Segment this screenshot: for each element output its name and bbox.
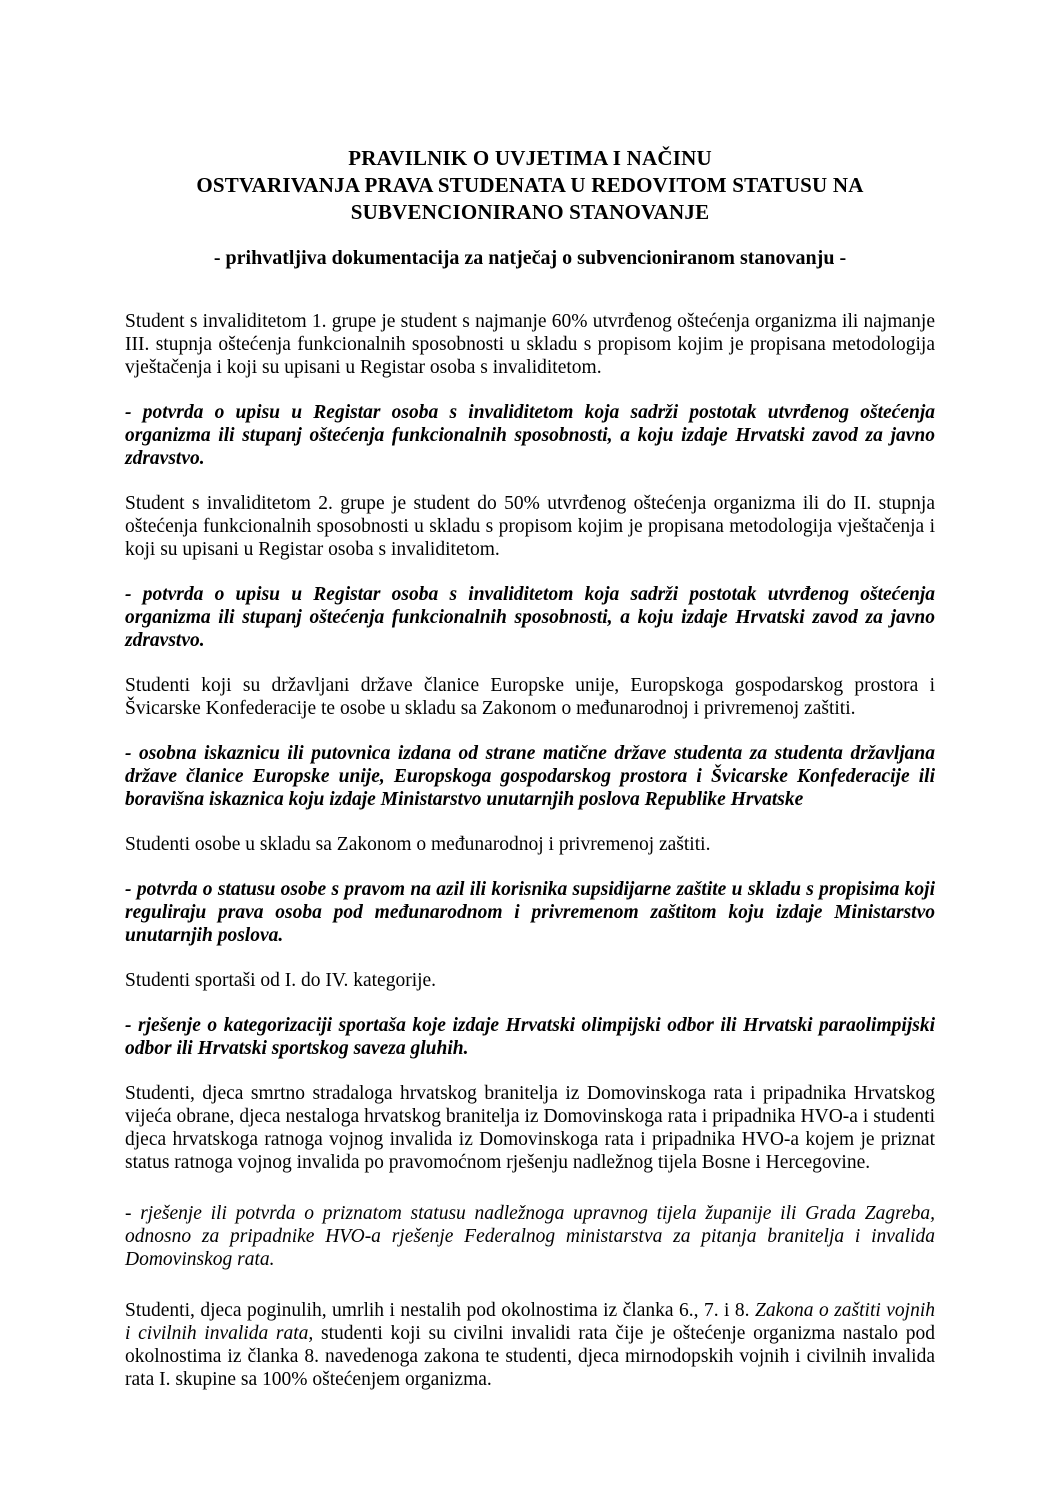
document-title	[125, 145, 935, 226]
requirement-item: - osobna iskaznicu ili putovnica izdana od strane matične države studenta za studenta državljana države članice Europske unije, Europskoga gospodarskog prostora i Švicarske Konfederacije ili boravišna iskaznica koju izdaje Ministarstvo unutarnjih poslova Republike Hrvatske	[125, 743, 935, 810]
title-line: SUBVENCIONIRANO STANOVANJE	[350, 200, 710, 224]
text-segment: Zakona o zaštiti vojnih i civilnih invalida rata,	[125, 1300, 935, 1344]
paragraph: Studenti koji su državljani države članice Europske unije, Europskoga gospodarskog prostora i Švicarske Konfederacije te osobe u skladu sa Zakonom o međunarodnoj i privremenoj zaštiti.	[125, 675, 935, 719]
requirement-item: - rješenje o kategorizaciji sportaša koje izdaje Hrvatski olimpijski odbor ili Hrvatski paraolimpijski odbor ili Hrvatski sportskog saveza gluhih.	[125, 1015, 935, 1059]
paragraph: Studenti, djeca smrtno stradaloga hrvatskog branitelja iz Domovinskoga rata i pripadnika Hrvatskog vijeća obrane, djeca nestaloga hrvatskog branitelja iz Domovinskoga rata i pripadnika HVO-a i studenti djeca hrvatskoga ratnoga vojnog invalida iz Domovinskoga rata i pripadnika HVO-a kojem je priznat status ratnoga vojnog invalida po pravomoćnom rješenju nadležnog tijela Bosne i Hercegovine.	[125, 1083, 935, 1173]
paragraph: Student s invaliditetom 2. grupe je student do 50% utvrđenog oštećenja organizma ili do II. stupnja oštećenja funkcionalnih sposobnosti u skladu s propisom kojim je propisana metodologija vještačenja i koji su upisani u Registar osoba s invaliditetom.	[125, 493, 935, 560]
title-line: OSTVARIVANJA PRAVA STUDENATA U REDOVITOM STATUSU NA	[196, 173, 864, 197]
title-line: PRAVILNIK O UVJETIMA I NAČINU	[348, 146, 712, 170]
text-segment: Studenti, djeca poginulih, umrlih i nestalih pod okolnostima iz članka 6., 7. i 8.	[125, 1300, 756, 1321]
paragraph: Studenti osobe u skladu sa Zakonom o međunarodnoj i privremenoj zaštiti.	[125, 834, 711, 855]
paragraph: Studenti sportaši od I. do IV. kategorije.	[125, 970, 437, 991]
text-segment: studenti koji su civilni invalidi rata čije je oštećenje organizma nastalo pod okolnostima iz članka 8. navedenoga zakona te studenti, djeca mirnodopskih vojnih i civilnih invalida rata I. skupine sa 100% oštećenjem organizma.	[125, 1323, 935, 1390]
requirement-item: - potvrda o upisu u Registar osoba s invaliditetom koja sadrži postotak utvrđenog oštećenja organizma ili stupanj oštećenja funkcionalnih sposobnosti, a koju izdaje Hrvatski zavod za javno zdravstvo.	[125, 584, 935, 651]
document-body	[125, 310, 935, 1391]
paragraph	[125, 1299, 935, 1391]
requirement-item: - potvrda o statusu osobe s pravom na azil ili korisnika supsidijarne zaštite u skladu s propisima koji reguliraju prava osoba pod međunarodnom i privremenom zaštitom koju izdaje Ministarstvo unutarnjih poslova.	[125, 879, 935, 946]
paragraph: Student s invaliditetom 1. grupe je student s najmanje 60% utvrđenog oštećenja organizma ili najmanje III. stupnja oštećenja funkcionalnih sposobnosti u skladu s propisom kojim je propisana metodologija vještačenja i koji su upisani u Registar osoba s invaliditetom.	[125, 311, 935, 378]
requirement-item: - potvrda o upisu u Registar osoba s invaliditetom koja sadrži postotak utvrđenog oštećenja organizma ili stupanj oštećenja funkcionalnih sposobnosti, a koju izdaje Hrvatski zavod za javno zdravstvo.	[125, 402, 935, 469]
document-subtitle: - prihvatljiva dokumentacija za natječaj o subvencioniranom stanovanju -	[213, 247, 847, 269]
requirement-item: - rješenje ili potvrda o priznatom statusu nadležnoga upravnog tijela županije ili Grada Zagreba, odnosno za pripadnike HVO-a rješenje Federalnog ministarstva za pitanja branitelja i invalida Domovinskog rata.	[125, 1203, 935, 1270]
